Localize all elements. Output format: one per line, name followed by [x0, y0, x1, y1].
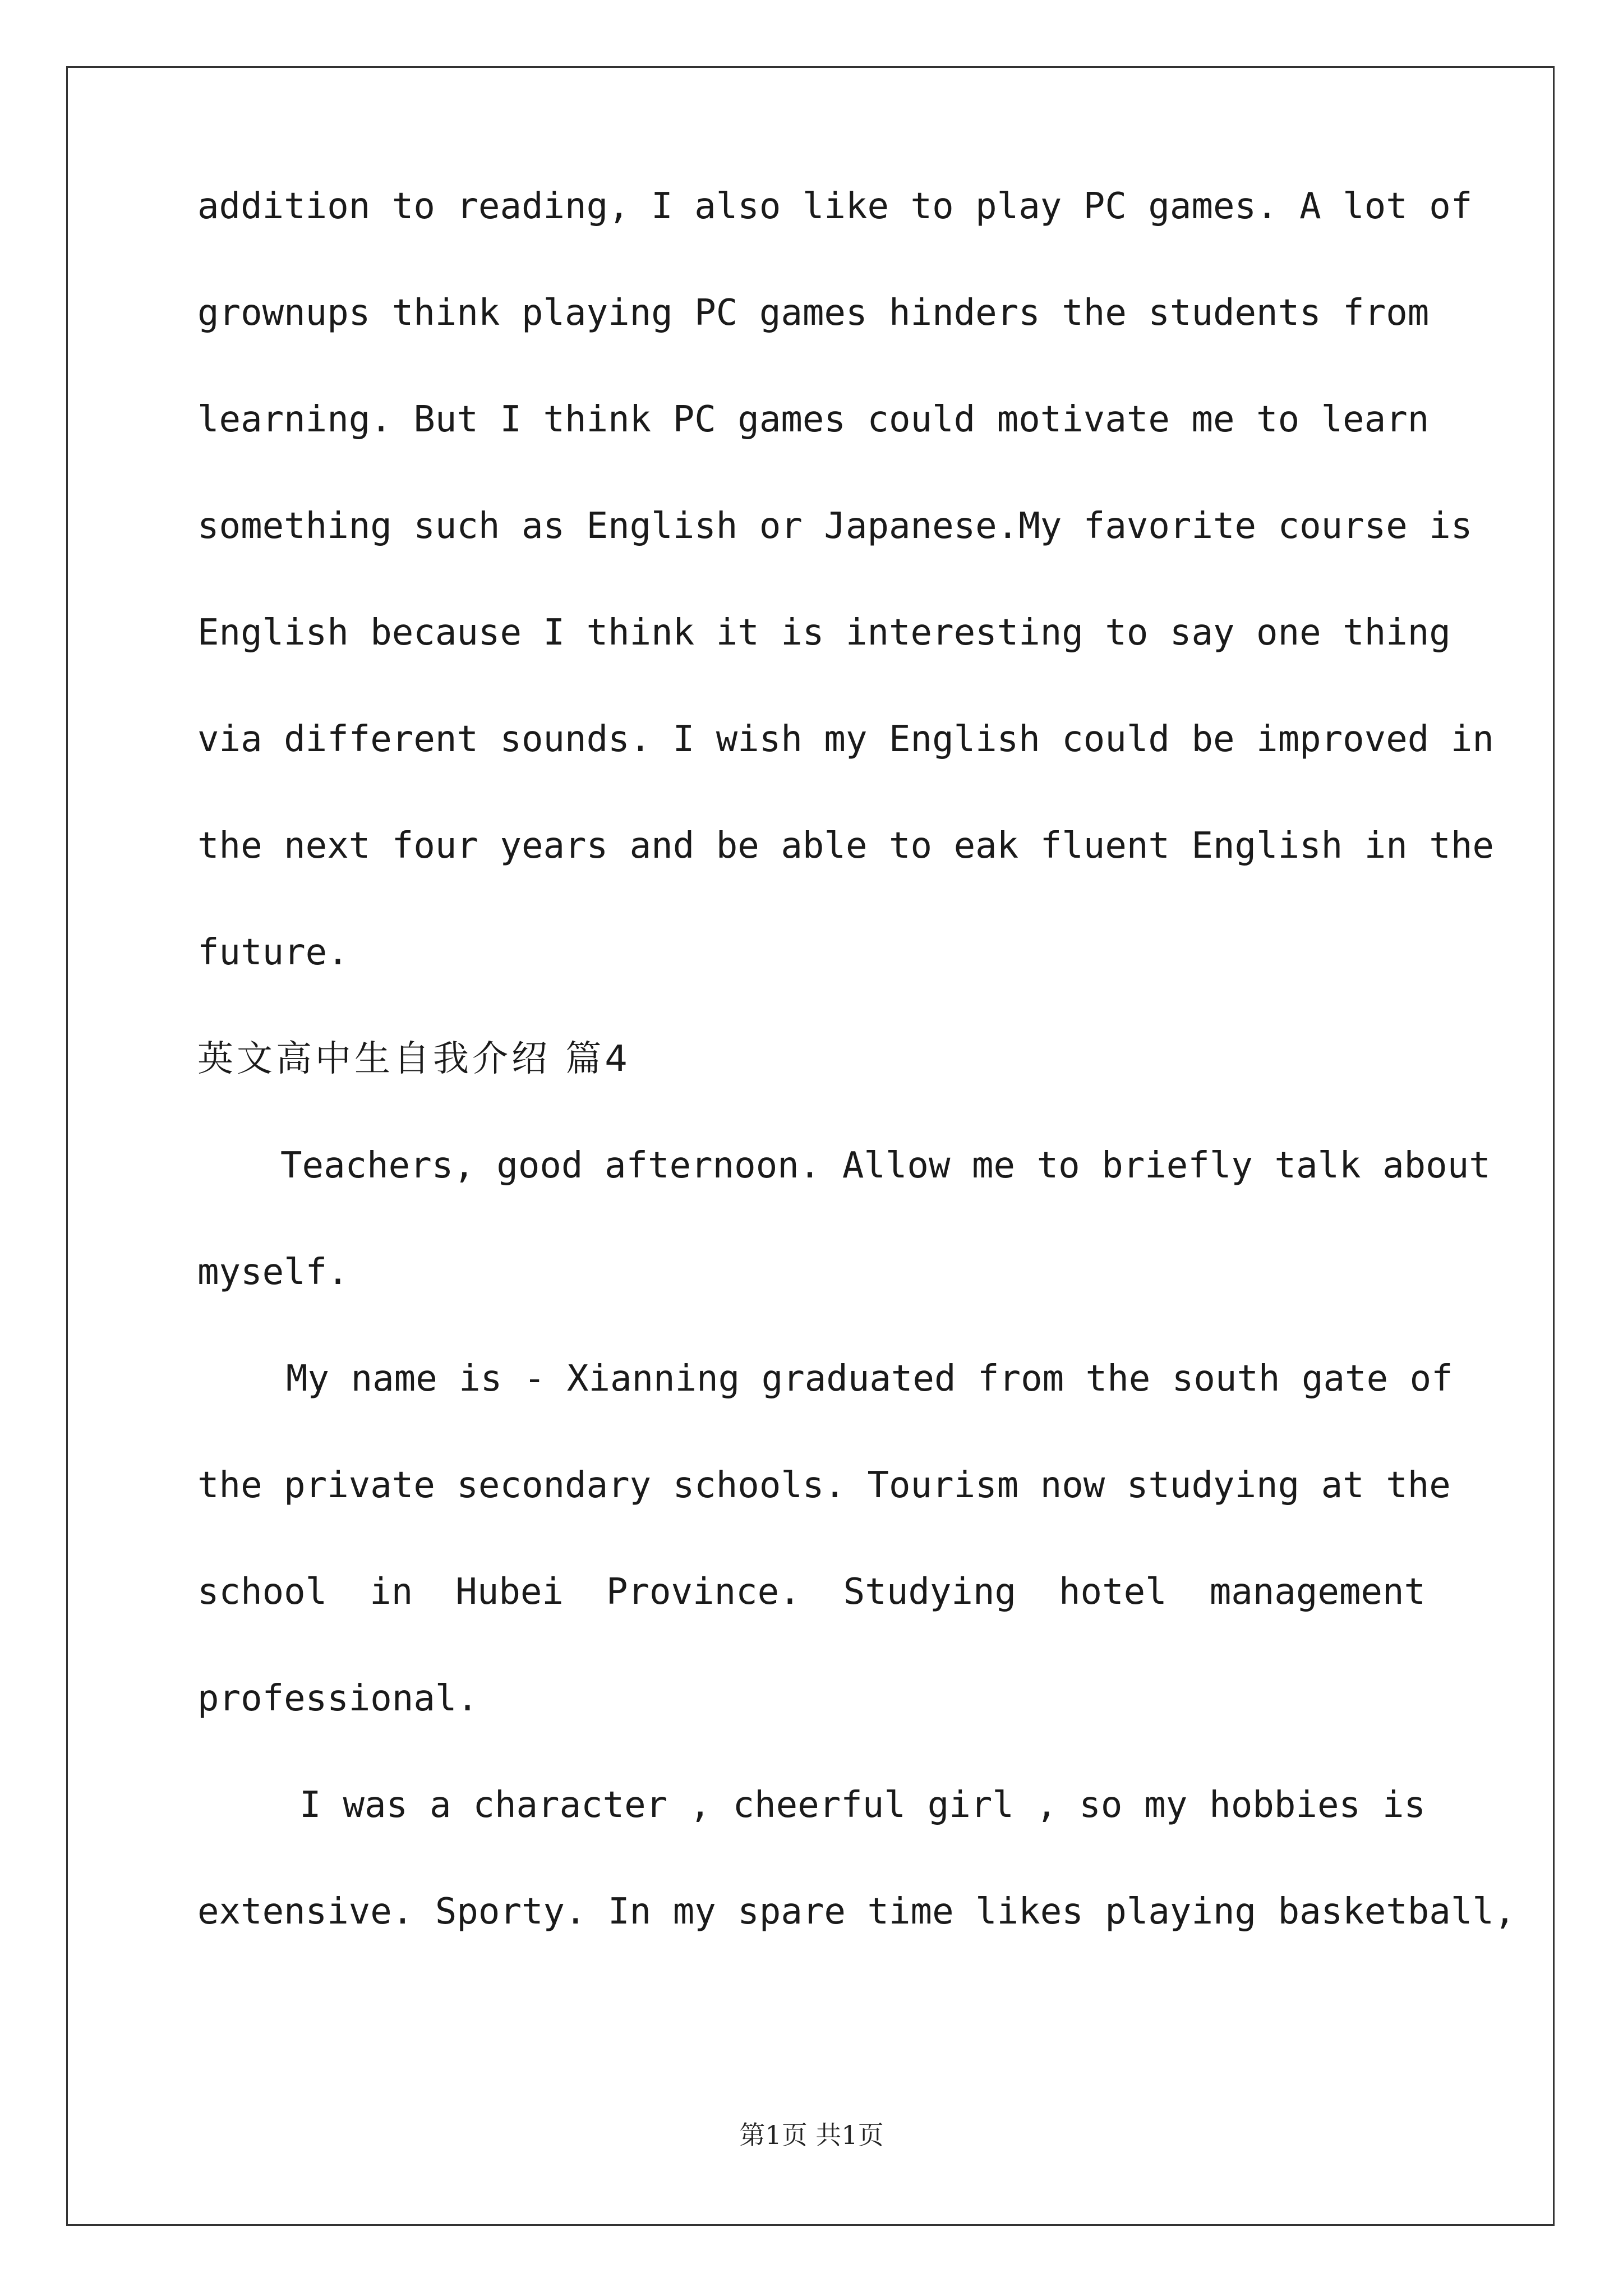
text-line: via different sounds. I wish my English could be improved in [197, 719, 1494, 760]
text-line: I was a character , cheerful girl , so my hobbies is [299, 1784, 1426, 1826]
text-line: school in Hubei Province. Studying hotel management [197, 1571, 1426, 1613]
text-line: grownups think playing PC games hinders the students from [197, 292, 1430, 334]
text-line: myself. [197, 1251, 349, 1293]
text-line: the private secondary schools. Tourism now studying at the [197, 1465, 1451, 1506]
text-line: English because I think it is interesting to say one thing [197, 612, 1451, 654]
text-line: the next four years and be able to eak fluent English in the [197, 825, 1494, 867]
text-line: My name is - Xianning graduated from the south gate of [286, 1358, 1453, 1400]
text-line: something such as English or Japanese.My favorite course is [197, 505, 1473, 547]
text-line: future. [197, 932, 349, 973]
page-number-footer: 第1页 共1页 [739, 2120, 884, 2150]
text-line: addition to reading, I also like to play PC games. A lot of [197, 186, 1473, 227]
text-line: professional. [197, 1678, 478, 1719]
section-heading: 英文高中生自我介绍 篇4 [197, 1038, 631, 1080]
text-line: learning. But I think PC games could motivate me to learn [197, 399, 1430, 440]
text-line: Teachers, good afternoon. Allow me to briefly talk about [280, 1145, 1491, 1186]
text-line: extensive. Sporty. In my spare time likes playing basketball, [197, 1891, 1516, 1932]
